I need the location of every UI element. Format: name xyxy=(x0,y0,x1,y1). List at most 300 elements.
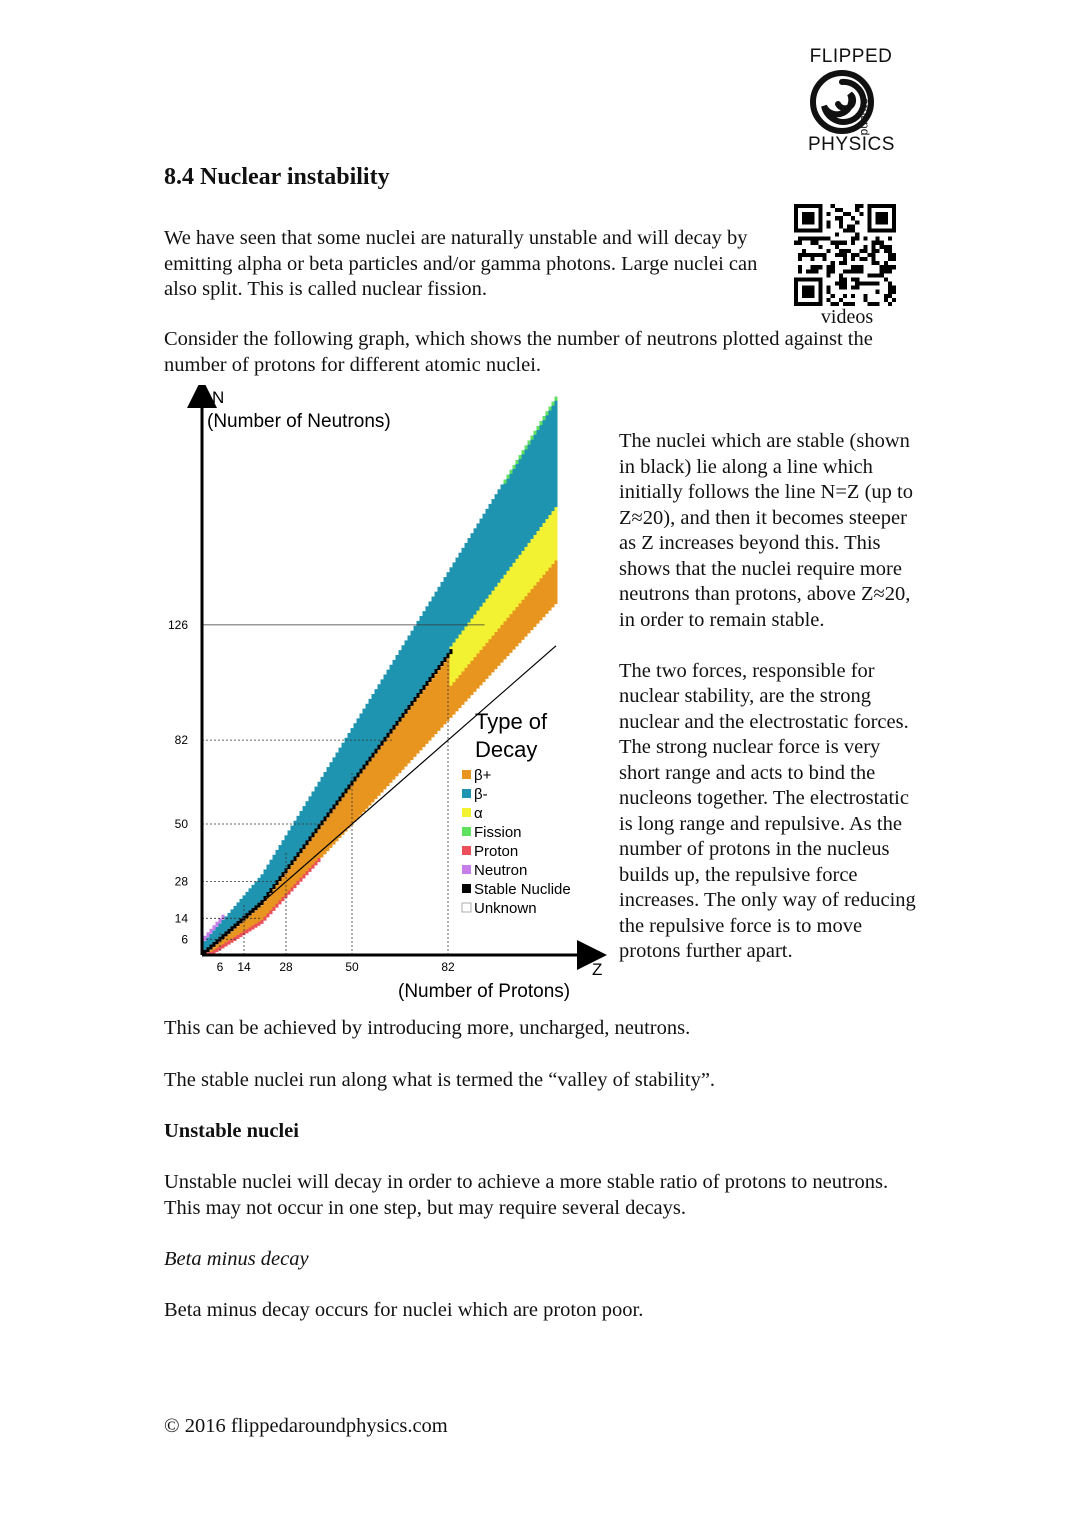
nuclide-column xyxy=(378,750,381,796)
qr-module xyxy=(888,249,892,253)
nuclide-fission xyxy=(537,426,540,430)
qr-module xyxy=(851,265,855,269)
nuclide-column-alpha xyxy=(543,523,546,575)
qr-module xyxy=(835,282,839,286)
qr-module xyxy=(831,269,835,273)
nuclide-proton xyxy=(249,927,252,931)
nuclide-column xyxy=(369,762,372,806)
qr-module xyxy=(827,265,831,269)
stable-nuclide xyxy=(300,848,303,853)
qr-module xyxy=(876,290,880,294)
qr-module xyxy=(855,265,859,269)
stable-nuclide xyxy=(387,733,390,738)
qr-module xyxy=(831,241,835,245)
qr-module xyxy=(814,253,818,257)
nuclide-proton xyxy=(264,917,267,921)
nuclide-column xyxy=(402,718,405,770)
qr-module xyxy=(855,237,859,241)
qr-module xyxy=(851,257,855,261)
nuclide-column xyxy=(255,881,258,905)
nuclide-column xyxy=(393,660,396,725)
stable-nuclide xyxy=(429,677,432,682)
qr-module xyxy=(863,237,867,241)
qr-module xyxy=(855,282,859,286)
paragraph-beta-minus: Beta minus decay occurs for nuclei which are proton poor. xyxy=(164,1299,644,1321)
nuclide-column xyxy=(288,869,291,893)
nuclide-column xyxy=(351,728,354,780)
nuclide-column xyxy=(372,758,375,802)
qr-module xyxy=(798,269,802,273)
qr-module xyxy=(843,257,847,261)
qr-module xyxy=(802,237,806,241)
qr-module xyxy=(798,257,802,261)
qr-label: videos xyxy=(820,306,874,328)
qr-module xyxy=(880,245,884,249)
qr-module xyxy=(843,241,847,245)
nuclide-proton xyxy=(258,922,261,926)
qr-module xyxy=(823,257,827,261)
stable-nuclide xyxy=(393,725,396,730)
y-axis-symbol: N xyxy=(212,388,225,407)
qr-module xyxy=(855,220,859,224)
nuclide-column xyxy=(444,662,447,724)
nuclide-column-alpha xyxy=(510,567,513,614)
x-tick-label: 82 xyxy=(441,960,455,974)
nuclide-column xyxy=(501,484,504,581)
nuclide-column xyxy=(306,801,309,840)
nuclide-column xyxy=(306,845,309,873)
qr-module xyxy=(839,282,843,286)
qr-module xyxy=(843,228,847,232)
nuclide-proton xyxy=(261,920,264,924)
sidebar-paragraph-1: The nuclei which are stable (shown in black) lie along a line which initially follows the line N=Z (up to Z≈20), and then it becomes steeper as Z increases beyond this. This shows that the nuclei require more neutrons than protons, above Z≈20, in order to remain stable. xyxy=(619,430,913,631)
stable-nuclide xyxy=(426,681,429,686)
qr-module xyxy=(884,249,888,253)
nuclide-column xyxy=(366,704,369,761)
stable-nuclide xyxy=(270,888,273,893)
qr-module xyxy=(880,273,884,277)
nuclide-column-alpha xyxy=(477,611,480,654)
nuclide-column xyxy=(342,743,345,793)
qr-module xyxy=(859,249,863,253)
qr-module xyxy=(884,298,888,302)
nuclide-proton xyxy=(228,941,231,945)
qr-module xyxy=(859,282,863,286)
nuclide-fission xyxy=(543,416,546,420)
stable-nuclide xyxy=(333,804,336,809)
nuclide-column-alpha xyxy=(525,547,528,596)
stable-nuclide xyxy=(417,693,420,698)
legend-swatch xyxy=(462,770,471,779)
nuclide-column xyxy=(216,927,219,939)
qr-module xyxy=(810,257,814,261)
nuclide-column xyxy=(540,421,543,530)
qr-module xyxy=(823,237,827,241)
nuclide-column xyxy=(426,606,429,681)
nuclide-column-alpha xyxy=(555,507,558,560)
nuclide-column-alpha xyxy=(501,579,504,625)
nuclide-column xyxy=(522,450,525,553)
stable-nuclide xyxy=(330,808,333,813)
nuclide-column xyxy=(429,682,432,740)
stable-nuclide xyxy=(363,765,366,770)
nuclide-column xyxy=(324,772,327,816)
nuclide-fission xyxy=(525,445,528,449)
stable-nuclide xyxy=(294,856,297,861)
legend-swatch xyxy=(462,827,471,836)
nuclide-column xyxy=(318,782,321,825)
nuclide-column-alpha xyxy=(453,642,456,682)
stable-nuclide xyxy=(411,701,414,706)
nuclide-proton xyxy=(234,937,237,941)
nuclide-column-alpha xyxy=(534,535,537,586)
stable-nuclide xyxy=(282,872,285,877)
nuclide-column xyxy=(405,640,408,708)
nuclide-column xyxy=(408,710,411,763)
nuclide-column xyxy=(357,718,360,772)
nuclide-column xyxy=(297,816,300,852)
qr-module xyxy=(835,241,839,245)
qr-module xyxy=(876,261,880,265)
qr-module xyxy=(851,228,855,232)
nuclide-column xyxy=(471,533,474,621)
nuclide-column xyxy=(270,860,273,888)
qr-module xyxy=(831,265,835,269)
stable-nuclide xyxy=(384,737,387,742)
nuclide-column xyxy=(408,636,411,705)
nuclide-proton xyxy=(267,913,270,917)
nuclide-column xyxy=(330,762,333,808)
nuclide-proton xyxy=(291,887,294,891)
nuclide-column xyxy=(363,770,366,812)
legend-swatch xyxy=(462,884,471,893)
stable-nuclide xyxy=(345,788,348,793)
stable-nuclide xyxy=(309,836,312,841)
qr-module xyxy=(810,269,814,273)
nuclide-column-alpha xyxy=(504,575,507,622)
legend-swatch xyxy=(462,808,471,817)
paragraph-valley: The stable nuclei run along what is termed the “valley of stability”. xyxy=(164,1069,716,1091)
nuclide-column xyxy=(300,811,303,848)
stable-nuclide xyxy=(444,657,447,662)
stable-nuclide xyxy=(420,689,423,694)
qr-module xyxy=(892,257,896,261)
qr-module xyxy=(818,253,822,257)
y-axis-label: (Number of Neutrons) xyxy=(207,411,391,432)
nuclide-proton xyxy=(213,950,216,954)
stable-nuclide xyxy=(381,741,384,746)
nuclide-column-alpha xyxy=(522,551,525,600)
qr-module xyxy=(888,294,892,298)
qr-module xyxy=(839,298,843,302)
footer-copyright: © 2016 flippedaroundphysics.com xyxy=(164,1415,448,1437)
nuclide-column-alpha xyxy=(519,555,522,604)
qr-module xyxy=(863,249,867,253)
nuclide-column xyxy=(453,562,456,645)
nuclide-fission xyxy=(546,411,549,415)
qr-module xyxy=(872,241,876,245)
qr-module xyxy=(892,298,896,302)
nuclide-column xyxy=(486,509,489,601)
stable-nuclide xyxy=(342,792,345,797)
nuclide-fission xyxy=(510,470,513,474)
qr-module xyxy=(855,208,859,212)
nuclide-column xyxy=(336,752,339,800)
qr-code[interactable] xyxy=(794,204,896,306)
x-tick-label: 6 xyxy=(216,960,224,974)
y-tick-label: 82 xyxy=(174,733,188,748)
nuclide-column xyxy=(321,777,324,820)
nuclide-column xyxy=(420,616,423,689)
nuclide-column-alpha xyxy=(507,571,510,618)
nuclide-proton xyxy=(303,874,306,878)
nuclide-column xyxy=(498,489,501,585)
qr-module xyxy=(843,261,847,265)
qr-module xyxy=(859,204,863,208)
qr-module xyxy=(831,261,835,265)
nuclide-column xyxy=(444,577,447,657)
nuclide-column xyxy=(411,631,414,701)
qr-module xyxy=(855,286,859,290)
y-tick-label: 50 xyxy=(174,817,188,831)
nuclide-column xyxy=(291,826,294,861)
stable-nuclide xyxy=(375,749,378,754)
nuclide-column-alpha xyxy=(528,543,531,593)
nuclide-neutron xyxy=(210,929,213,934)
stable-nuclide xyxy=(378,745,381,750)
stable-nuclide xyxy=(357,773,360,778)
nuclide-column xyxy=(519,455,522,557)
qr-module xyxy=(863,257,867,261)
qr-finder-inner xyxy=(876,212,888,224)
nuclide-column-alpha xyxy=(489,595,492,639)
nuclide-column-alpha xyxy=(513,563,516,611)
qr-module xyxy=(863,245,867,249)
nuclide-column xyxy=(282,840,285,872)
qr-module xyxy=(843,286,847,290)
nuclide-column xyxy=(525,445,528,549)
legend-label: α xyxy=(474,805,483,822)
qr-module xyxy=(827,273,831,277)
legend-label: Neutron xyxy=(474,862,528,879)
intro-paragraph-2: Consider the following graph, which shows the number of neutrons plotted against the number of protons for different atomic nuclei. xyxy=(164,328,873,376)
qr-module xyxy=(884,277,888,281)
qr-module xyxy=(835,208,839,212)
stable-nuclide xyxy=(438,665,441,670)
nuclide-column xyxy=(399,722,402,773)
qr-module xyxy=(814,269,818,273)
nuclide-column xyxy=(441,582,444,661)
nuclide-column xyxy=(204,941,207,950)
nuclide-column xyxy=(360,774,363,816)
nuclide-column xyxy=(366,766,369,809)
nuclide-neutron xyxy=(216,922,219,927)
nuclide-proton xyxy=(273,907,276,911)
stable-nuclide xyxy=(450,649,453,654)
nuclide-column xyxy=(303,806,306,844)
nuclide-column xyxy=(324,822,327,855)
qr-module xyxy=(880,269,884,273)
qr-module xyxy=(851,277,855,281)
nuclide-column xyxy=(252,885,255,908)
nuclide-proton xyxy=(309,868,312,872)
nuclide-column xyxy=(465,543,468,629)
nuclide-column xyxy=(387,670,390,733)
nuclide-column xyxy=(531,436,534,542)
nuclide-column xyxy=(375,754,378,799)
stable-nuclide xyxy=(366,761,369,766)
nuclide-proton xyxy=(216,948,219,952)
stable-nuclide xyxy=(315,828,318,833)
qr-module xyxy=(888,286,892,290)
nuclide-column xyxy=(339,748,342,797)
qr-module xyxy=(851,237,855,241)
qr-module xyxy=(892,265,896,269)
stable-nuclide xyxy=(324,816,327,821)
nuclide-column xyxy=(480,519,483,610)
qr-module xyxy=(876,241,880,245)
nuclide-column xyxy=(414,702,417,757)
stable-nuclide xyxy=(402,713,405,718)
paragraph-neutrons: This can be achieved by introducing more, uncharged, neutrons. xyxy=(164,1017,691,1039)
qr-module xyxy=(851,216,855,220)
nuclide-column xyxy=(489,504,492,597)
qr-module xyxy=(859,257,863,261)
stable-nuclide xyxy=(297,852,300,857)
nuclide-neutron xyxy=(213,925,216,930)
nuclide-proton xyxy=(225,943,228,947)
qr-module xyxy=(794,241,798,245)
qr-finder-inner xyxy=(802,286,814,298)
nuclide-column-alpha xyxy=(498,583,501,629)
nuclide-column xyxy=(345,794,348,832)
nuclide-column xyxy=(513,465,516,566)
qr-module xyxy=(855,253,859,257)
nuclide-column xyxy=(354,723,357,776)
qr-module xyxy=(872,245,876,249)
qr-module xyxy=(827,237,831,241)
nuclide-column xyxy=(396,655,399,721)
nuclide-column xyxy=(339,802,342,838)
nuclide-column xyxy=(321,826,324,858)
qr-module xyxy=(843,282,847,286)
qr-module xyxy=(859,265,863,269)
legend xyxy=(462,709,571,917)
qr-module xyxy=(876,282,880,286)
legend-swatch xyxy=(462,903,471,912)
nuclide-column-alpha xyxy=(474,615,477,657)
nuclide-column xyxy=(534,431,537,538)
stable-nuclide xyxy=(360,769,363,774)
stable-nuclide xyxy=(399,717,402,722)
stable-nuclide xyxy=(306,840,309,845)
sidebar-paragraph-2: The two forces, responsible for nuclear stability, are the strong nuclear and the electrostatic forces. The strong nuclear force is very short range and acts to bind the nucleons together. The electrostatic is long range and repulsive. As the number of protons in the nucleus builds up, the repulsive force increases. The only way of reducing the repulsive force is to move protons further apart. xyxy=(619,659,916,962)
nuclide-column xyxy=(264,901,267,919)
qr-module xyxy=(843,294,847,298)
qr-module xyxy=(884,265,888,269)
nuclide-neutron xyxy=(222,915,225,920)
qr-module xyxy=(827,290,831,294)
nuclide-column xyxy=(228,913,231,929)
nuclide-column-alpha xyxy=(486,599,489,643)
nuclide-proton xyxy=(318,858,321,862)
nuclide-fission xyxy=(519,455,522,459)
qr-module xyxy=(884,294,888,298)
legend-label: Fission xyxy=(474,824,522,841)
legend-swatch xyxy=(462,846,471,855)
nuclide-column-alpha xyxy=(516,559,519,607)
qr-module xyxy=(839,286,843,290)
qr-module xyxy=(892,253,896,257)
nuclide-column xyxy=(549,406,552,517)
qr-module xyxy=(855,204,859,208)
stable-nuclide xyxy=(348,784,351,789)
qr-module xyxy=(847,228,851,232)
stable-nuclide xyxy=(279,876,282,881)
qr-module xyxy=(839,220,843,224)
stable-nuclide xyxy=(288,864,291,869)
nuclide-fission xyxy=(504,480,507,484)
sidebar-text xyxy=(619,429,919,965)
stable-nuclide xyxy=(432,673,435,678)
legend-label: Unknown xyxy=(474,900,537,917)
qr-module xyxy=(839,224,843,228)
nuclide-column xyxy=(309,842,312,871)
legend-label: β- xyxy=(474,786,488,803)
nuclide-proton xyxy=(297,881,300,885)
qr-module xyxy=(835,233,839,237)
qr-module xyxy=(806,269,810,273)
qr-module xyxy=(863,294,867,298)
nuclide-column xyxy=(492,499,495,593)
qr-module xyxy=(806,253,810,257)
nuclide-column xyxy=(381,746,384,793)
nuclide-column xyxy=(267,897,270,916)
nuclide-proton xyxy=(315,861,318,865)
x-axis-symbol: Z xyxy=(592,960,603,979)
nuclide-column xyxy=(537,426,540,534)
qr-module xyxy=(831,204,835,208)
nuclide-column xyxy=(294,821,297,856)
nuclide-column xyxy=(240,899,243,918)
nuclide-proton xyxy=(237,935,240,939)
qr-module xyxy=(855,233,859,237)
nuclide-column xyxy=(420,694,423,750)
stable-nuclide xyxy=(318,824,321,829)
qr-module xyxy=(880,265,884,269)
qr-module xyxy=(847,269,851,273)
qr-module xyxy=(843,212,847,216)
stable-nuclide xyxy=(408,705,411,710)
nuclide-column-alpha xyxy=(492,591,495,636)
stable-nuclide xyxy=(273,884,276,889)
nuclide-column xyxy=(213,930,216,941)
nuclide-column xyxy=(393,730,396,780)
nuclide-column xyxy=(435,592,438,669)
paragraph-unstable: Unstable nuclei will decay in order to achieve a more stable ratio of protons to neutrons. This may not occur in one step, but may require several decays. xyxy=(164,1171,889,1219)
stable-nuclide xyxy=(441,661,444,666)
x-tick-label: 28 xyxy=(279,960,293,974)
qr-module xyxy=(872,257,876,261)
qr-module xyxy=(872,249,876,253)
qr-module xyxy=(847,224,851,228)
nuclide-neutron xyxy=(204,936,207,941)
nuclide-proton xyxy=(288,891,291,895)
nuclide-column xyxy=(234,906,237,924)
nuclide-column-alpha xyxy=(459,635,462,675)
nuclide-neutron xyxy=(219,918,222,923)
stable-nuclide xyxy=(303,844,306,849)
